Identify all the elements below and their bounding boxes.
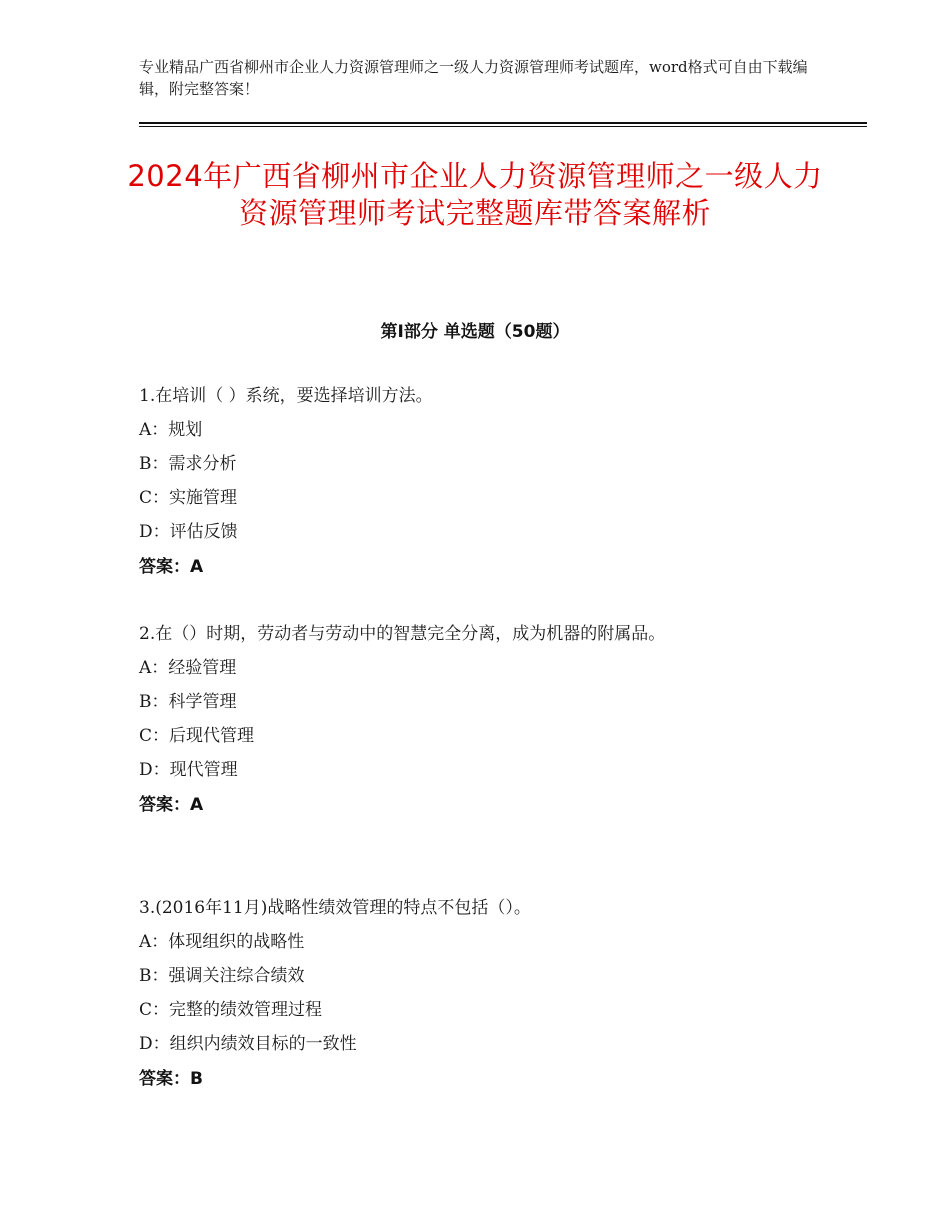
header-note: 专业精品广西省柳州市企业人力资源管理师之一级人力资源管理师考试题库，word格式可自由下载编辑，附完整答案！ bbox=[139, 58, 808, 98]
option-a: A：经验管理 bbox=[139, 658, 237, 678]
option-b: B：需求分析 bbox=[139, 454, 237, 474]
question-2 bbox=[139, 618, 829, 823]
option-a: A：体现组织的战略性 bbox=[139, 932, 305, 952]
answer: 答案：B bbox=[139, 1069, 203, 1089]
question-stem: 2.在（）时期，劳动者与劳动中的智慧完全分离，成为机器的附属品。 bbox=[139, 624, 666, 644]
question-stem: 3.(2016年11月)战略性绩效管理的特点不包括（）。 bbox=[139, 898, 531, 918]
option-c: C：完整的绩效管理过程 bbox=[139, 1000, 323, 1020]
header-rule-thick bbox=[139, 122, 867, 124]
header-rule-thin bbox=[139, 126, 867, 127]
question-3 bbox=[139, 892, 829, 1097]
document-title: 2024年广西省柳州市企业人力资源管理师之一级人力资源管理师考试完整题库带答案解析 bbox=[127, 159, 823, 230]
answer: 答案：A bbox=[139, 557, 204, 577]
option-a: A：规划 bbox=[139, 420, 203, 440]
option-c: C：后现代管理 bbox=[139, 726, 255, 746]
option-d: D：评估反馈 bbox=[139, 522, 238, 542]
question-1 bbox=[139, 380, 829, 585]
option-d: D：组织内绩效目标的一致性 bbox=[139, 1034, 357, 1054]
section-title: 第Ⅰ部分 单选题（50题） bbox=[380, 322, 570, 342]
answer: 答案：A bbox=[139, 795, 204, 815]
question-stem: 1.在培训（ ）系统，要选择培训方法。 bbox=[139, 386, 433, 406]
option-c: C：实施管理 bbox=[139, 488, 238, 508]
option-d: D：现代管理 bbox=[139, 760, 238, 780]
option-b: B：强调关注综合绩效 bbox=[139, 966, 305, 986]
option-b: B：科学管理 bbox=[139, 692, 237, 712]
